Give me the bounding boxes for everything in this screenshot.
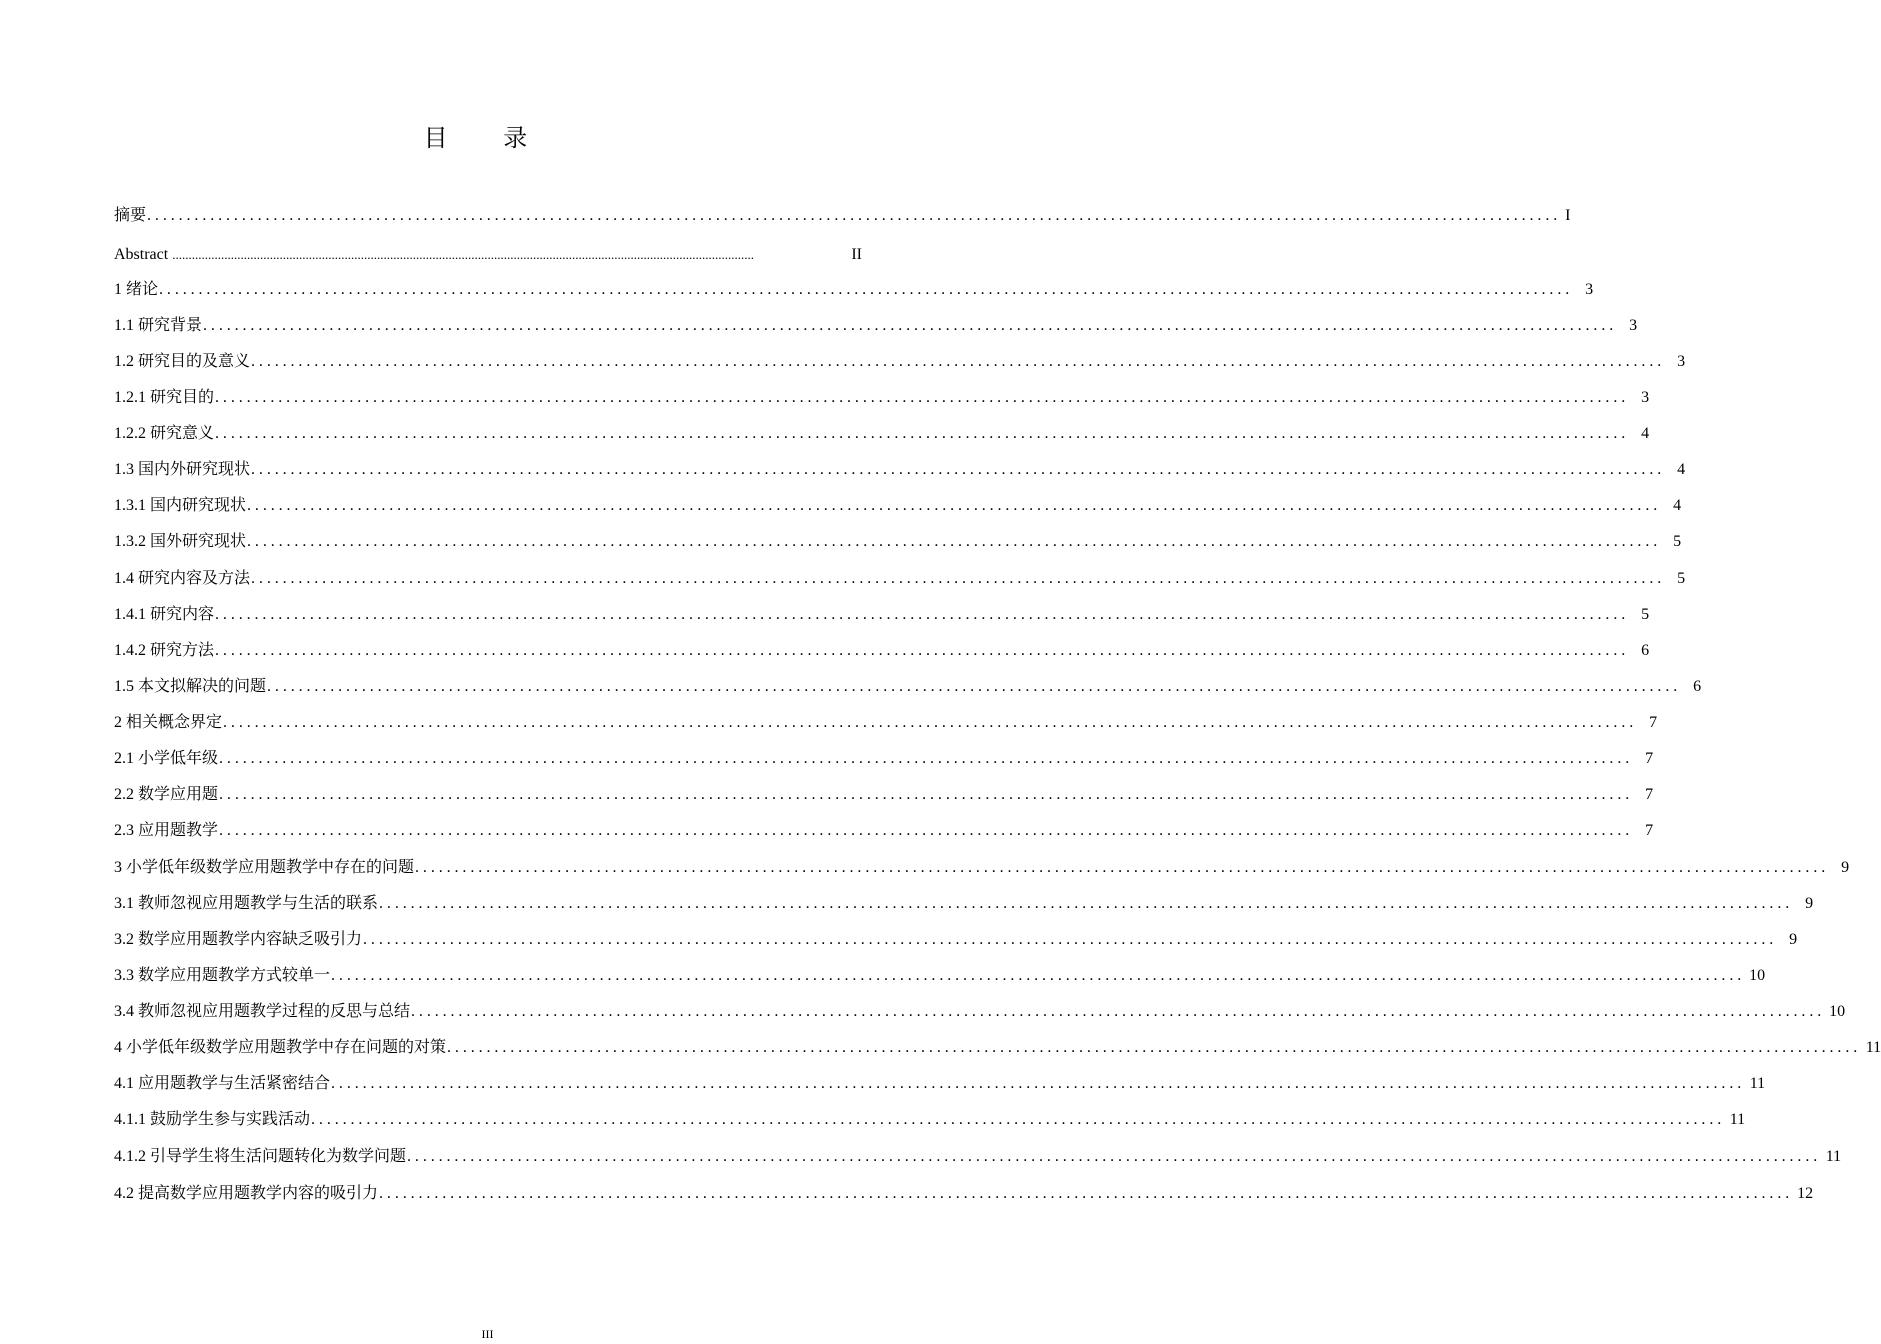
- toc-dot-leader: ...................................................................................................................................................................................: [267, 678, 1682, 695]
- toc-entry-page: 12: [1797, 1185, 1814, 1202]
- page-number: III: [481, 1327, 494, 1341]
- toc-entry-page: 11: [1825, 1148, 1842, 1165]
- toc-entry-page: II: [851, 246, 862, 263]
- toc-entry[interactable]: [114, 490, 1682, 516]
- toc-entry-label: 4 小学低年级数学应用题教学中存在问题的对策: [114, 1039, 447, 1056]
- toc-entry[interactable]: [114, 779, 1654, 805]
- toc-dot-leader: ...................................................................................................................................................................................: [411, 1003, 1826, 1020]
- toc-entry[interactable]: [114, 671, 1702, 697]
- toc-entry-page: 9: [1841, 859, 1850, 876]
- toc-entry-page: 7: [1645, 750, 1654, 767]
- toc-entry-page: 11: [1865, 1039, 1881, 1056]
- toc-entry[interactable]: [114, 274, 1594, 300]
- toc-entry-label: 1.2.1 研究目的: [114, 389, 215, 406]
- toc-dot-leader: ...................................................................................................................................................................................: [147, 207, 1562, 224]
- toc-entry-label: 1.2 研究目的及意义: [114, 353, 251, 370]
- toc-entry[interactable]: [114, 996, 1846, 1022]
- toc-entry[interactable]: [114, 200, 1571, 226]
- toc-entry[interactable]: [114, 635, 1650, 661]
- toc-entry[interactable]: [114, 563, 1686, 589]
- toc-entry[interactable]: [114, 599, 1650, 625]
- toc-entry-page: I: [1565, 207, 1571, 224]
- toc-entry-label: 1.4.1 研究内容: [114, 606, 215, 623]
- toc-entry[interactable]: [114, 526, 1682, 552]
- toc-entry[interactable]: [114, 815, 1654, 841]
- toc-entry-page: 3: [1585, 281, 1594, 298]
- toc-dot-leader: ...................................................................................................................................................................................: [379, 895, 1794, 912]
- toc-dot-leader: ...................................................................................................................................................................................: [379, 1185, 1794, 1202]
- toc-entry-page: 9: [1789, 931, 1798, 948]
- toc-entry-label: 2.1 小学低年级: [114, 750, 219, 767]
- toc-entry[interactable]: [114, 382, 1650, 408]
- toc-entry-page: 11: [1729, 1111, 1746, 1128]
- toc-dot-leader: ...................................................................................................................................................................................: [203, 317, 1618, 334]
- toc-entry-label: 4.1.2 引导学生将生活问题转化为数学问题: [114, 1148, 407, 1165]
- toc-dot-leader: ...................................................................................................................................................................................: [215, 389, 1630, 406]
- toc-entry-label: 1.4.2 研究方法: [114, 642, 215, 659]
- toc-entry-label: 3 小学低年级数学应用题教学中存在的问题: [114, 859, 415, 876]
- toc-entry-label: 1.3 国内外研究现状: [114, 461, 251, 478]
- toc-entry-label: 1.3.1 国内研究现状: [114, 497, 247, 514]
- toc-entry-page: 4: [1641, 425, 1650, 442]
- toc-dot-leader: ...................................................................................................................................................................................: [415, 859, 1830, 876]
- toc-dot-leader: ...................................................................................................................................................................................: [215, 642, 1630, 659]
- toc-dot-leader: ...................................................................................................................................................................................: [247, 497, 1662, 514]
- toc-entry-page: 3: [1641, 389, 1650, 406]
- toc-dot-leader: ...................................................................................................................................................................................: [215, 425, 1630, 442]
- toc-entry[interactable]: [114, 924, 1798, 950]
- toc-dot-leader: ...................................................................................................................................................................................: [247, 533, 1662, 550]
- toc-entry[interactable]: [114, 888, 1814, 914]
- toc-title: 目 录: [423, 124, 552, 152]
- toc-entry-label: 1.3.2 国外研究现状: [114, 533, 247, 550]
- toc-entry[interactable]: [114, 707, 1658, 733]
- toc-dot-leader: ...................................................................................................................................................................................: [223, 714, 1638, 731]
- toc-entry-page: 3: [1677, 353, 1686, 370]
- toc-entry-page: 3: [1629, 317, 1638, 334]
- toc-entry-page: 10: [1829, 1003, 1846, 1020]
- toc-dot-leader: ...................................................................................................................................................................................: [251, 570, 1666, 587]
- toc-entry-label: 1.5 本文拟解决的问题: [114, 678, 267, 695]
- toc-entry-page: 7: [1645, 822, 1654, 839]
- toc-entry[interactable]: [114, 852, 1850, 878]
- toc-entry-label: 1 绪论: [114, 281, 159, 298]
- toc-entry[interactable]: [114, 454, 1686, 480]
- toc-dot-leader: ...................................................................................................................................................................................: [407, 1148, 1822, 1165]
- toc-entry-label: 4.2 提高数学应用题教学内容的吸引力: [114, 1185, 379, 1202]
- toc-entry-page: 6: [1641, 642, 1650, 659]
- toc-entry[interactable]: [114, 418, 1650, 444]
- toc-entry-label: 2.3 应用题教学: [114, 822, 219, 839]
- toc-entry-label: 1.2.2 研究意义: [114, 425, 215, 442]
- toc-entry-label: 1.4 研究内容及方法: [114, 570, 251, 587]
- toc-entry-label: 4.1.1 鼓励学生参与实践活动: [114, 1111, 311, 1128]
- toc-dot-leader: ...................................................................................................................................................................................: [331, 967, 1746, 984]
- toc-entry[interactable]: [114, 1141, 1842, 1167]
- toc-entry-label: 3.2 数学应用题教学内容缺乏吸引力: [114, 931, 363, 948]
- toc-entry-page: 4: [1673, 497, 1682, 514]
- toc-entry-label: Abstract: [114, 246, 169, 263]
- toc-entry-page: 6: [1693, 678, 1702, 695]
- toc-entry[interactable]: [114, 346, 1686, 372]
- toc-entry-page: 5: [1673, 533, 1682, 550]
- toc-entry-label: 3.3 数学应用题教学方式较单一: [114, 967, 331, 984]
- toc-entry-page: 10: [1749, 967, 1766, 984]
- toc-dot-leader: ...................................................................................................................................................................................: [251, 461, 1666, 478]
- toc-dot-leader: ...................................................................................................................................................................................: [363, 931, 1778, 948]
- toc-entry-page: 7: [1645, 786, 1654, 803]
- toc-entry-label: 2 相关概念界定: [114, 714, 223, 731]
- toc-entry-page: 5: [1641, 606, 1650, 623]
- toc-dot-leader: ...................................................................................................................................................................................: [447, 1039, 1862, 1056]
- toc-entry[interactable]: [114, 1178, 1814, 1204]
- toc-entry-label: 2.2 数学应用题: [114, 786, 219, 803]
- toc-dot-leader: ...................................................................................................................................................................................: [172, 247, 754, 262]
- toc-entry-label: 3.1 教师忽视应用题教学与生活的联系: [114, 895, 379, 912]
- toc-entry-page: 7: [1649, 714, 1658, 731]
- toc-dot-leader: ...................................................................................................................................................................................: [311, 1111, 1726, 1128]
- toc-entry[interactable]: [114, 310, 1638, 336]
- toc-entry-page: 4: [1677, 461, 1686, 478]
- toc-entry-page: 11: [1749, 1075, 1766, 1092]
- toc-entry-page: 9: [1805, 895, 1814, 912]
- toc-entry-label: 4.1 应用题教学与生活紧密结合: [114, 1075, 331, 1092]
- toc-entry[interactable]: [114, 1068, 1766, 1094]
- toc-entry-label: 摘要: [114, 207, 147, 224]
- toc-entry[interactable]: [114, 743, 1654, 769]
- toc-entry[interactable]: [114, 960, 1766, 986]
- toc-entry[interactable]: [114, 1032, 1881, 1058]
- toc-dot-leader: ...................................................................................................................................................................................: [219, 822, 1634, 839]
- toc-dot-leader: ...................................................................................................................................................................................: [219, 750, 1634, 767]
- toc-dot-leader: ...................................................................................................................................................................................: [159, 281, 1574, 298]
- toc-dot-leader: ...................................................................................................................................................................................: [215, 606, 1630, 623]
- toc-dot-leader: ...................................................................................................................................................................................: [331, 1075, 1746, 1092]
- toc-entry-label: 1.1 研究背景: [114, 317, 203, 334]
- toc-dot-leader: ...................................................................................................................................................................................: [219, 786, 1634, 803]
- toc-entry[interactable]: [114, 239, 862, 265]
- toc-entry-label: 3.4 教师忽视应用题教学过程的反思与总结: [114, 1003, 411, 1020]
- toc-entry-page: 5: [1677, 570, 1686, 587]
- toc-dot-leader: ...................................................................................................................................................................................: [251, 353, 1666, 370]
- toc-entry[interactable]: [114, 1104, 1746, 1130]
